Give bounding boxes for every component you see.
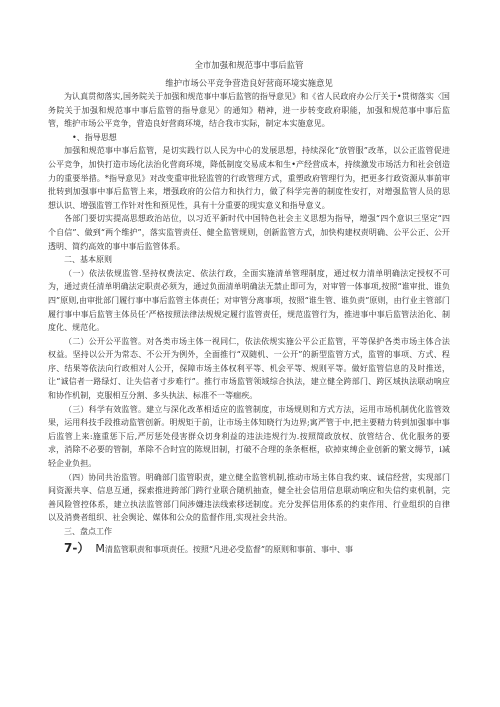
- paragraph-inventory-1: [48, 541, 450, 557]
- paragraph-principle-4: （四）协同共治监管。明确部门监管职责，建立健全监管机制,推动市场主体自我约束、诚信经营，实现部门间资源共享、信息互通，探索推进跨部门跨行业联合随机抽查，健全社会信用信息联动响应和失信约束机制，完善风险管控体系，建立执法监管部门间涉嫌违法线索移送制度。充分发挥信用体系的约束作用、行业组织的自律以及消费者组织、社会舆论、媒体和公众的监督作用,实现社会共治。: [48, 472, 450, 523]
- paragraph-principle-1: （一）依法依规监管.坚持权费法定、依法行政，全面实施清单管理制度，通过权力清单明确法定授权不可为，通过责任清单明确法定职责必须为，通过负面清单明确法无禁止即可为，对审管一体事项,按照“谁审批、谁负四”原则,由审批部门履行事中事后监管主体责任；对审管分离事项，按照“谁生管、谁负责”原则，由行业主管部门履行事中事后监管主体员任’严格按照法律法规规定履行监管责任，规范监管行为，推进事中事后监管法治化、制度化、规范化。: [48, 268, 450, 333]
- section-heading-guiding-ideology: •、指导思想: [72, 132, 117, 142]
- item-text: 清监管职责和事项责任。按照“凡进必受监督”的原则和事前、事中、事: [104, 544, 354, 554]
- intro-paragraph: 为认真贯彻落实,国务院关于加强和规范事中事后监管的指导意见》和《省人民政府办公厅关于•贯彻落实〈国务院关于加强和规范事中事后监管的指导意见〉的通知》精神，进一步转变政府职能，加强和规范事中事后监管，维护市场公平竞争，营造良好营商环境，结合我市实际，制定本实施意见。: [48, 92, 450, 129]
- section-heading-inventory-work: 三、盘点工作: [64, 527, 112, 536]
- item-number: 7-）: [64, 540, 90, 555]
- paragraph-principle-3: （三）科学有效监管。建立与深化改革相适应的监管制度，市场规则和方式方法，运用市场机制优化监管效果，运用科技手段推动监管创新。明规矩于前，让市场主体知晓行为边界;寓严管于中,把主要精力转到加强事中事后监管上来:施重惩下后,严厉惩处侵害群众切身利益的违法违规行为.按照简政放权、放管结合、优化服务的要求，消除不必要的管制，革除不合时宜的陈规旧制，打破不合理的条条框框，砍掉束缚企业创新的繁文缛节，i减轻企业负担。: [48, 404, 450, 469]
- paragraph-guiding-2: 各部门要切实提高思想政治站位，以习近平新时代中国特色社会主义思想为指导，增强“四个意识三坚定“四个自信”、做到“两个维护”，落实监管责任、健全监管规则，创新监管方式，加快构建权责明确、公平公正、公开透明、简约高效的事中事后监管体系。: [48, 214, 450, 251]
- paragraph-principle-2: （二）公开公平监管。对各类市场主体一视同仁，依法依规实施公平公正监管，平等保护各类市场主体合法权益。坚持以公开为常态、不公开为例外，全面推行“双随机、一公开”的新型监管方式，监管的事项、方式、程序、结果等依法向行政相对人公开，保障市场主体权利平等、机会平等、规则平等。做好监管信息的及时推送，让“诚信者一路绿灯、让失信者寸步难行”。推行市场监管领域综合执法，建立健全跨部门、跨区域执法联动响应和协作机制，克服相互分割、多头执法、标准不一等痼疾。: [48, 336, 450, 401]
- document-subtitle: 维护市场公平竞争营造良好营商环境实施意见: [165, 78, 333, 88]
- paragraph-guiding-1: 加强和规范事中事后监管，是切实践行以人民为中心的发展思想，持续深化“放管服”改革，以公正监管促进公平竞争，加快打造市场化法治化营商环境，降低制度交易成本和生•产经营成本，持续激发市场活力和社会创造力的重要举措。*指导意见》对改变重审批轻监管的行政管理方式，重塑政府管理行为，把更多行政资源从事前审批转到加强事中事后监管上来，增强政府的公信力和执行力，做了科学完善的制度性安打，对增强监管人员的思想认识、增强监管工作针对性和预见性，具有十分重要的现实意义和指导意义。: [48, 146, 450, 210]
- document-title: 全市加强和规范事中事后监管: [194, 60, 304, 70]
- item-initial: M: [95, 541, 105, 555]
- section-heading-basic-principles: 二、基本原则: [64, 255, 112, 265]
